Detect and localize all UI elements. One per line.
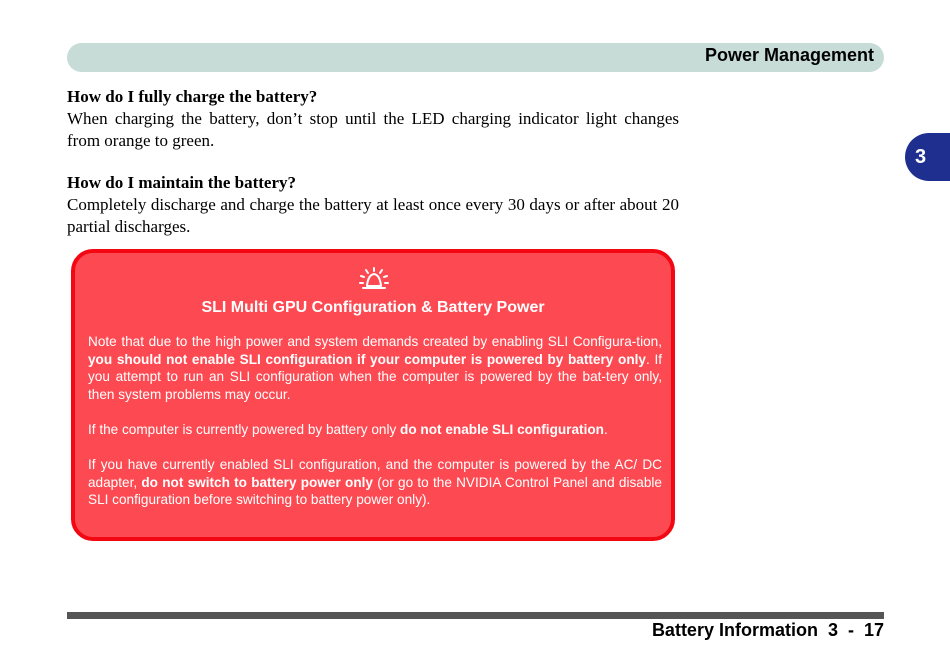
section-title-charge: How do I fully charge the battery? (67, 87, 318, 106)
chapter-number: 3 (915, 146, 927, 168)
footer-rule (67, 612, 884, 619)
section-body-charge: When charging the battery, don’t stop until the LED charging indicator light changes from orange to green. (67, 109, 679, 150)
note-paragraph (88, 421, 662, 439)
note-text-run: . If you attempt to run an SLI configuration when the computer is powered by the bat-tery only, then system problems may occur. (88, 351, 662, 402)
footer-page-label: Battery Information 3 - 17 (651, 620, 884, 640)
section-title-maintain: How do I maintain the battery? (67, 173, 297, 192)
note-paragraph (88, 456, 662, 509)
note-text-run: If you have currently enabled SLI configuration, and the computer is powered by the AC/ DC adapter, (88, 457, 662, 490)
note-text-run: . (603, 421, 608, 437)
note-text-run: (or go to the NVIDIA Control Panel and disable SLI configuration before switching to battery power only). (88, 474, 662, 508)
main-content (67, 86, 679, 258)
note-emphasis: do not enable SLI configuration (400, 421, 604, 437)
note-title: SLI Multi GPU Configuration & Battery Power (201, 299, 545, 316)
note-emphasis: do not switch to battery power only (141, 474, 373, 490)
note-text-run: If the computer is currently powered by battery only (88, 421, 401, 437)
note-paragraph (88, 333, 662, 403)
note-text-run: Note that due to the high power and system demands created by enabling SLI Configura-tion, (88, 334, 662, 349)
note-text (88, 333, 662, 527)
warning-bell-icon (356, 265, 392, 293)
warning-note-box (71, 249, 675, 541)
chapter-tab (905, 133, 950, 181)
section-body-maintain: Completely discharge and charge the battery at least once every 30 days or after about 20 partial discharges. (67, 195, 679, 236)
note-emphasis: you should not enable SLI configuration if your computer is powered by battery only (88, 351, 646, 367)
header-bar (67, 43, 884, 72)
header-title: Power Management (704, 45, 874, 65)
